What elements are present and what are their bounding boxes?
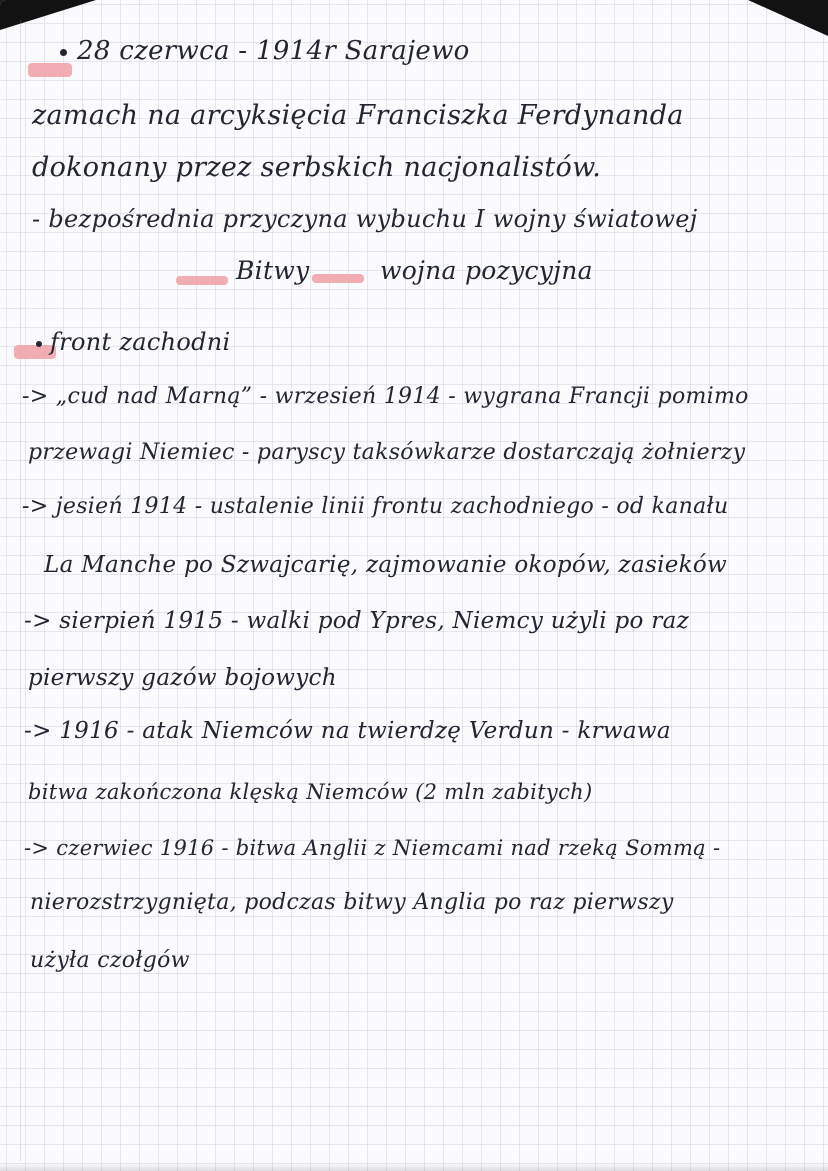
subheading (36, 328, 231, 356)
section-left-title: Bitwy (236, 256, 310, 285)
body-line: -> „cud nad Marną” - wrzesień 1914 - wygrana Francji pomimo (22, 384, 749, 409)
body-line: -> 1916 - atak Niemców na twierdzę Verdun - krwawa (24, 718, 671, 744)
note-heading-text: 28 czerwca - 1914r Sarajewo (77, 36, 470, 66)
note-line: - bezpośrednia przyczyna wybuchu I wojny światowej (32, 205, 698, 233)
body-line: -> czerwiec 1916 - bitwa Anglii z Niemcami nad rzeką Sommą - (24, 836, 721, 860)
body-line: -> sierpień 1915 - walki pod Ypres, Niemcy użyli po raz (24, 608, 690, 634)
body-line: pierwszy gazów bojowych (28, 665, 337, 691)
page-bottom-edge (0, 1163, 828, 1171)
note-line: zamach na arcyksięcia Franciszka Ferdynanda (32, 100, 684, 131)
background-corner-left (0, 0, 96, 30)
section-right-title: wojna pozycyjna (380, 256, 593, 285)
highlight-section-right (312, 274, 364, 283)
note-heading (60, 36, 470, 66)
body-line: nierozstrzygnięta, podczas bitwy Anglia po raz pierwszy (30, 890, 674, 915)
body-line: bitwa zakończona klęską Niemców (2 mln zabitych) (28, 780, 593, 804)
background-corner-right (748, 0, 828, 36)
body-line: -> jesień 1914 - ustalenie linii frontu zachodniego - od kanału (22, 494, 729, 519)
body-line: La Manche po Szwajcarię, zajmowanie okopów, zasieków (44, 552, 728, 578)
margin-line (20, 20, 21, 1161)
note-line: dokonany przez serbskich nacjonalistów. (32, 152, 602, 183)
bullet-icon (36, 341, 42, 347)
subheading-text: front zachodni (50, 328, 231, 356)
bullet-icon (60, 49, 67, 56)
highlight-section-left (176, 276, 228, 285)
body-line: użyła czołgów (30, 948, 190, 973)
body-line: przewagi Niemiec - paryscy taksówkarze dostarczają żołnierzy (28, 440, 746, 465)
